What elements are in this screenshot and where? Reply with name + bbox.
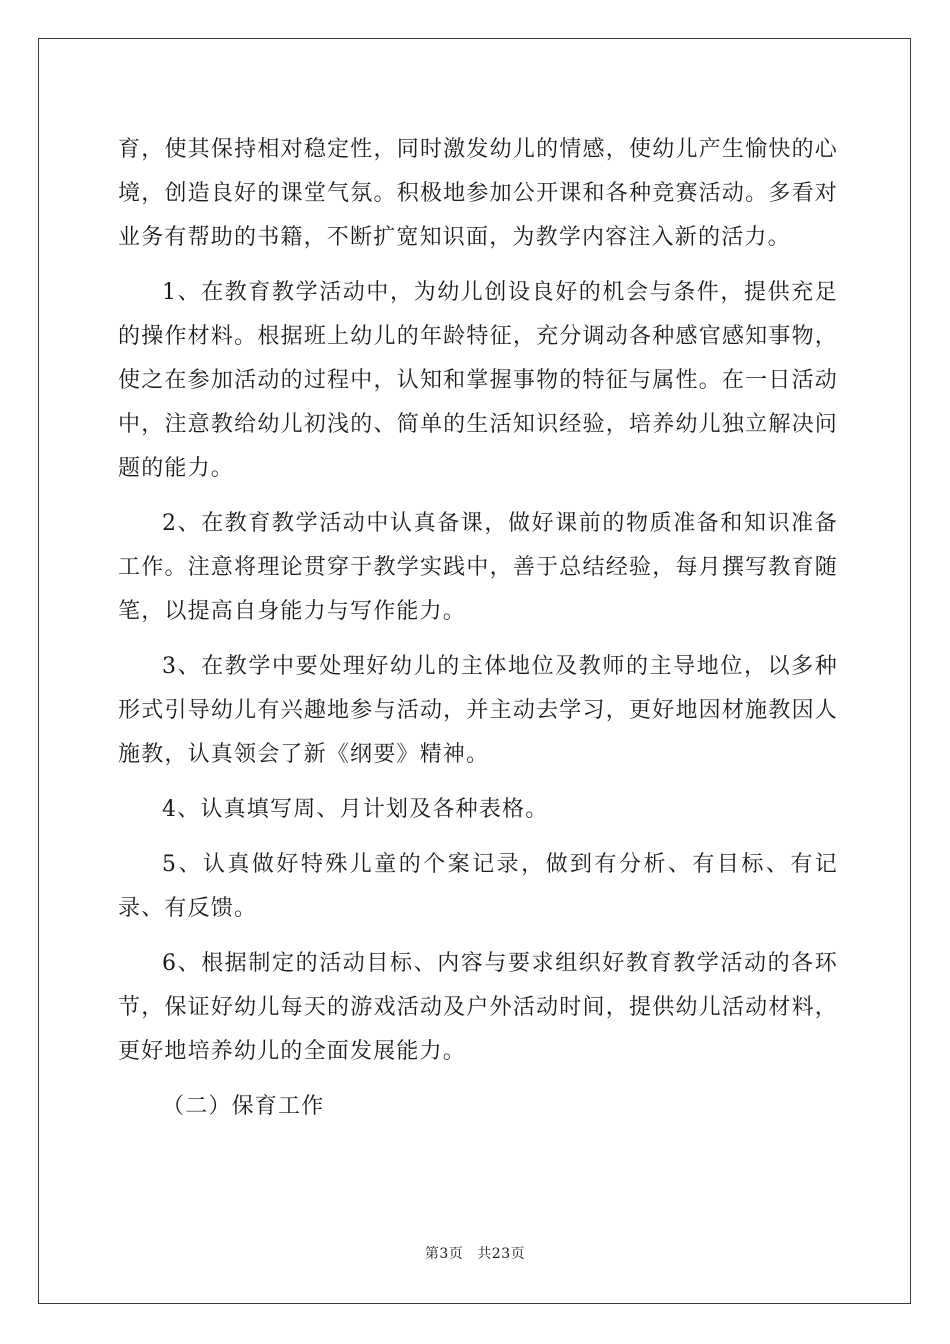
paragraph-item-6: 6、根据制定的活动目标、内容与要求组织好教育教学活动的各环节，保证好幼儿每天的游戏活动及户外活动时间，提供幼儿活动材料，更好地培养幼儿的全面发展能力。 (118, 951, 838, 1064)
section-heading: （二）保育工作 (162, 1094, 325, 1119)
paragraph-continuation: 育，使其保持相对稳定性，同时激发幼儿的情感，使幼儿产生愉快的心境，创造良好的课堂气氛。积极地参加公开课和各种竞赛活动。多看对业务有帮助的书籍，不断扩宽知识面，为教学内容注入新的活力。 (118, 137, 838, 250)
paragraph-item-4: 4、认真填写周、月计划及各种表格。 (162, 797, 549, 822)
document-body (118, 128, 838, 1129)
paragraph-item-3: 3、在教学中要处理好幼儿的主体地位及教师的主导地位，以多种形式引导幼儿有兴趣地参与活动，并主动去学习，更好地因材施教因人施教，认真领会了新《纲要》精神。 (118, 654, 838, 767)
paragraph-item-1: 1、在教育教学活动中，为幼儿创设良好的机会与条件，提供充足的操作材料。根据班上幼儿的年龄特征，充分调动各种感官感知事物，使之在参加活动的过程中，认知和掌握事物的特征与属性。在一日活动中，注意教给幼儿初浅的、简单的生活知识经验，培养幼儿独立解决问题的能力。 (118, 280, 838, 481)
page-footer (0, 1244, 950, 1264)
current-page-number: 第3页 (424, 1246, 464, 1262)
paragraph-item-2: 2、在教育教学活动中认真备课，做好课前的物质准备和知识准备工作。注意将理论贯穿于教学实践中，善于总结经验，每月撰写教育随笔，以提高自身能力与写作能力。 (118, 511, 838, 624)
paragraph-item-5: 5、认真做好特殊儿童的个案记录，做到有分析、有目标、有记录、有反馈。 (118, 852, 838, 921)
total-page-count: 共23页 (477, 1246, 526, 1262)
